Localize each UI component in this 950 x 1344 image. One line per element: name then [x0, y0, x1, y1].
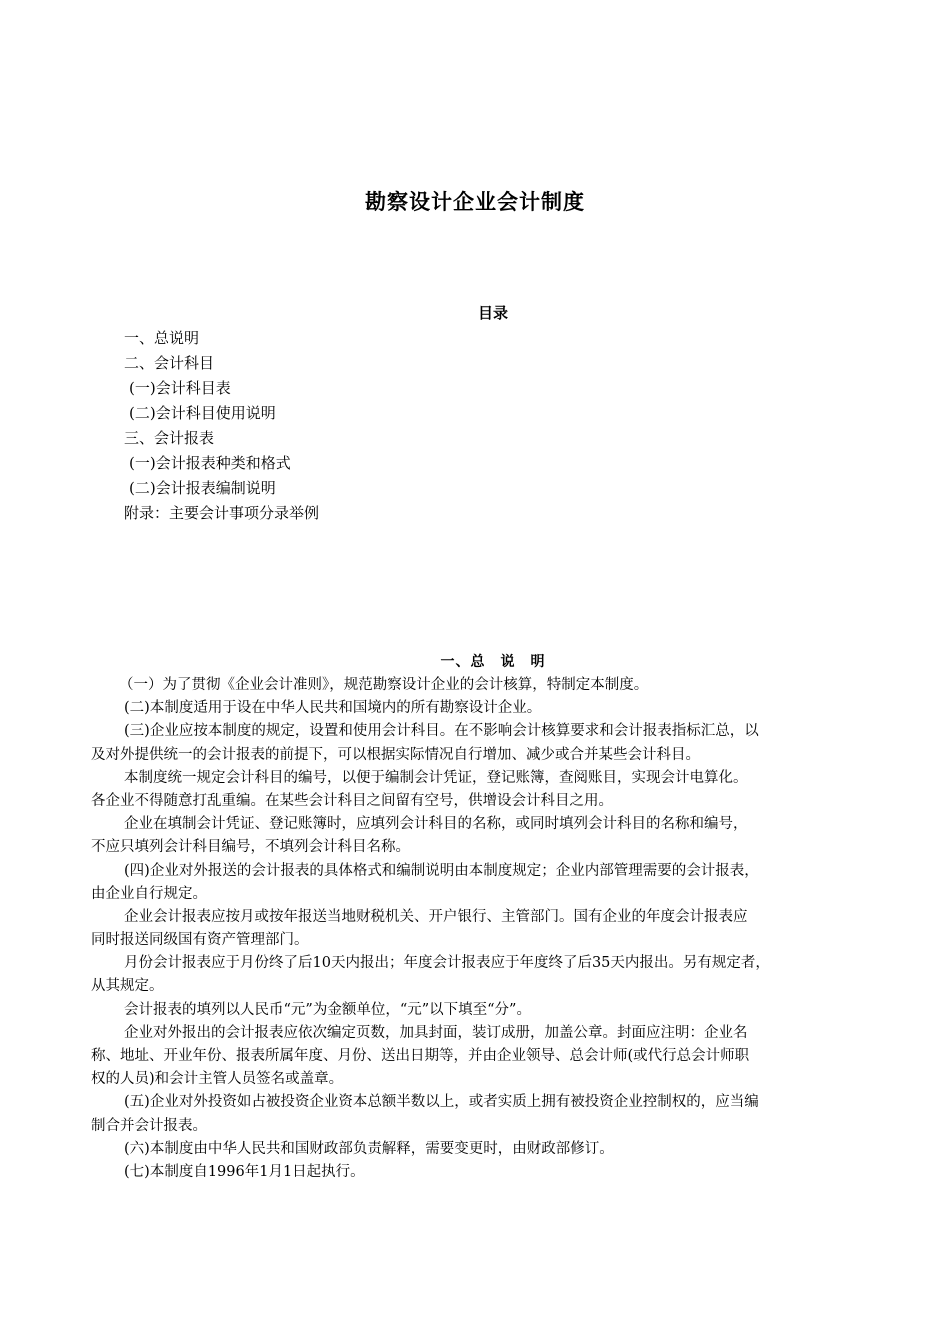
section-heading: 一、总 说 明 [440, 654, 546, 670]
paragraph-line: (六)本制度由中华人民共和国财政部负责解释，需要变更时，由财政部修订。 [124, 1140, 614, 1157]
paragraph-line: 及对外提供统一的会计报表的前提下，可以根据实际情况自行增加、减少或合并某些会计科目。 [91, 746, 700, 763]
paragraph-line: 不应只填列会计科目编号，不填列会计科目名称。 [91, 839, 410, 856]
paragraph-line: (三)企业应按本制度的规定，设置和使用会计科目。在不影响会计核算要求和会计报表指标汇总，以 [124, 723, 759, 740]
toc-item[interactable]: 二、会计科目 [124, 354, 215, 372]
paragraph-line: 会计报表的填列以人民币“元”为金额单位，“元”以下填至“分”。 [124, 1001, 531, 1018]
table-of-contents [124, 326, 844, 526]
paragraph-line: 月份会计报表应于月份终了后10天内报出；年度会计报表应于年度终了后35天内报出。另有规定者， [124, 955, 770, 972]
paragraph-line: （一）为了贯彻《企业会计准则》，规范勘察设计企业的会计核算，特制定本制度。 [119, 677, 649, 693]
paragraph-line: 由企业自行规定。 [91, 885, 207, 902]
toc-item[interactable]: (二)会计科目使用说明 [129, 404, 276, 422]
toc-item[interactable]: 附录：主要会计事项分录举例 [124, 504, 320, 522]
paragraph-line: 本制度统一规定会计科目的编号，以便于编制会计凭证，登记账簿，查阅账目，实现会计电算化。 [124, 769, 748, 786]
paragraph-line: 从其规定。 [91, 978, 164, 995]
paragraph-line: 称、地址、开业年份、报表所属年度、月份、送出日期等，并由企业领导、总会计师(或代行总会计师职 [91, 1048, 750, 1064]
paragraph-line: 各企业不得随意打乱重编。在某些会计科目之间留有空号，供增设会计科目之用。 [91, 792, 613, 809]
paragraph-line: (四)企业对外报送的会计报表的具体格式和编制说明由本制度规定；企业内部管理需要的会计报表， [124, 862, 759, 879]
paragraph-line: 企业会计报表应按月或按年报送当地财税机关、开户银行、主管部门。国有企业的年度会计报表应 [124, 908, 748, 925]
paragraph-line: 企业对外报出的会计报表应依次编定页数，加具封面，装订成册，加盖公章。封面应注明：企业名 [124, 1024, 748, 1041]
paragraph-line: (七)本制度自1996年1月1日起执行。 [124, 1163, 365, 1180]
toc-item[interactable]: (二)会计报表编制说明 [129, 479, 276, 497]
paragraph-line: 同时报送同级国有资产管理部门。 [91, 932, 309, 949]
toc-item[interactable]: 三、会计报表 [124, 429, 215, 447]
document-title: 勘察设计企业会计制度 [365, 190, 585, 214]
toc-heading: 目录 [477, 304, 508, 322]
toc-item[interactable]: (一)会计科目表 [129, 379, 231, 397]
paragraph-line: (五)企业对外投资如占被投资企业资本总额半数以上，或者实质上拥有被投资企业控制权的，应当编 [124, 1094, 759, 1111]
paragraph-line: 企业在填制会计凭证、登记账簿时，应填列会计科目的名称，或同时填列会计科目的名称和编号， [124, 816, 748, 833]
paragraph-line: (二)本制度适用于设在中华人民共和国境内的所有勘察设计企业。 [124, 700, 542, 717]
paragraph-line: 制合并会计报表。 [91, 1117, 207, 1134]
toc-item[interactable]: 一、总说明 [124, 329, 200, 347]
toc-item[interactable]: (一)会计报表种类和格式 [129, 454, 291, 472]
section-body [91, 674, 866, 1184]
paragraph-line: 权的人员)和会计主管人员签名或盖章。 [91, 1071, 344, 1088]
